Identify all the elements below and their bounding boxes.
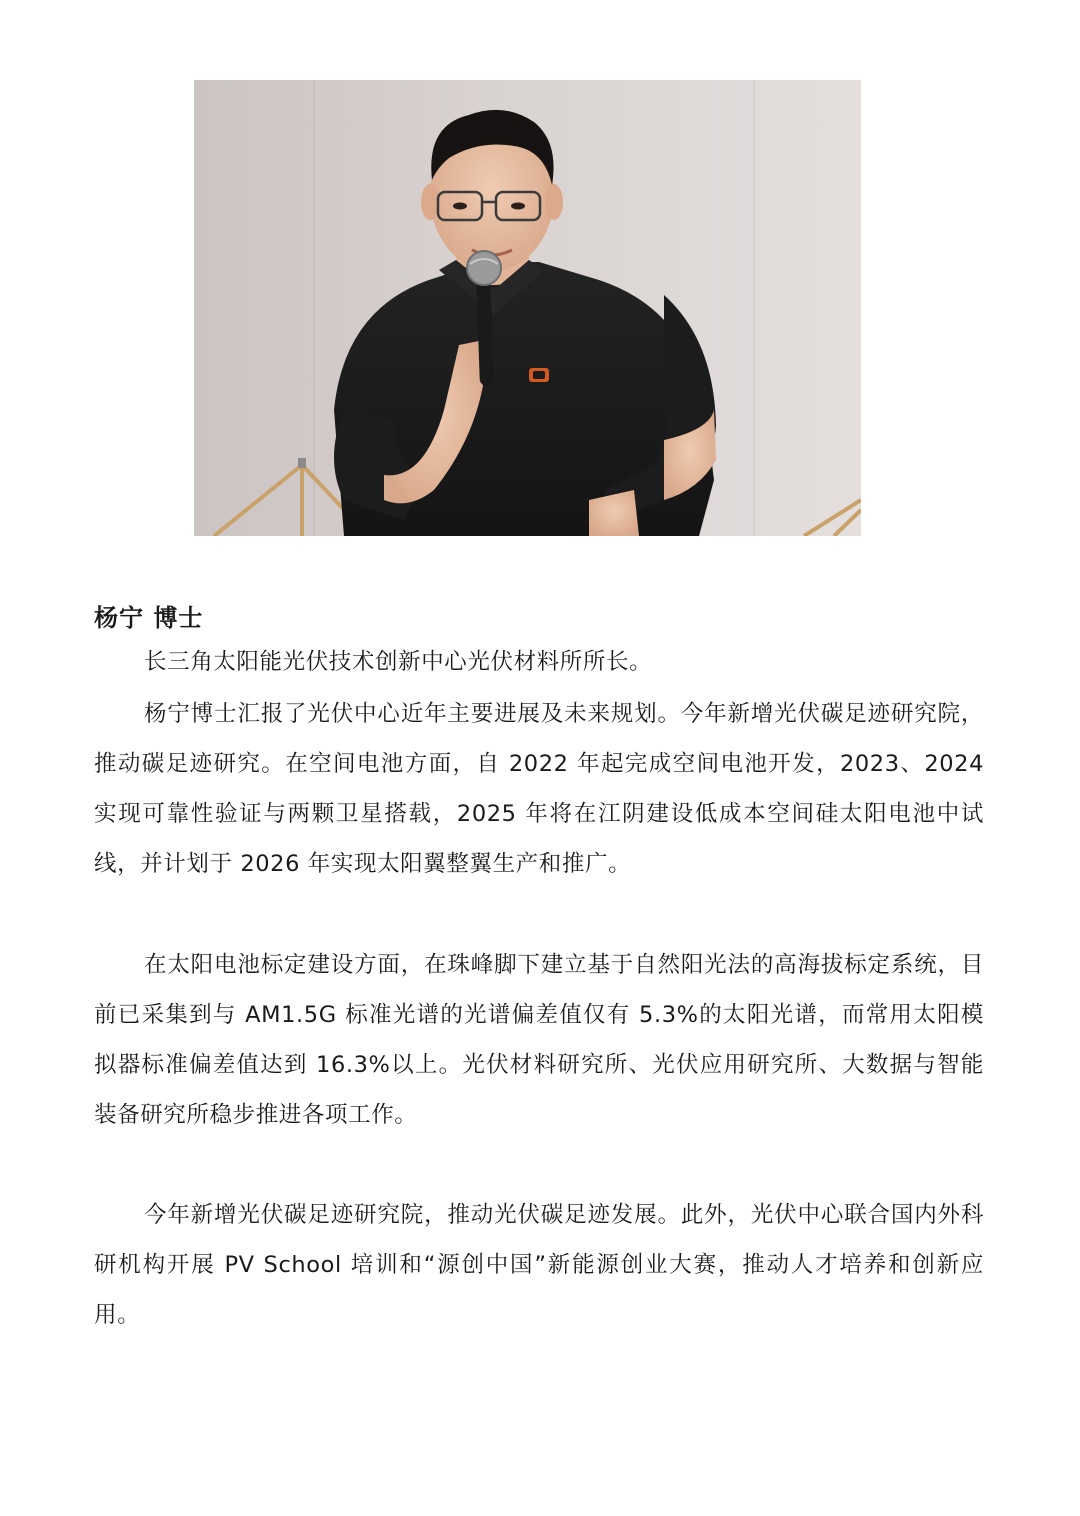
speaker-position-paragraph: 长三角太阳能光伏技术创新中心光伏材料所所长。 — [144, 649, 653, 675]
speaker-photo — [194, 80, 861, 536]
report-progress-paragraph: 杨宁博士汇报了光伏中心近年主要进展及未来规划。今年新增光伏碳足迹研究院，推动碳足迹研究。在空间电池方面，自 2022 年起完成空间电池开发，2023、2024 实现可靠性验证与两颗卫星搭载，2025 年将在江阴建设低成本空间硅太阳电池中试线，并计划于 2026 年实现太阳翼整翼生产和推广。 — [94, 701, 984, 877]
speaker-name-title: 杨宁 博士 — [94, 604, 204, 632]
calibration-paragraph: 在太阳电池标定建设方面，在珠峰脚下建立基于自然阳光法的高海拔标定系统，目前已采集到与 AM1.5G 标准光谱的光谱偏差值仅有 5.3%的太阳光谱，而常用太阳模拟器标准偏差值达到 16.3%以上。光伏材料研究所、光伏应用研究所、大数据与智能装备研究所稳步推进各项工作。 — [94, 952, 984, 1128]
speaker-photo-illustration — [194, 80, 861, 536]
carbon-footprint-paragraph: 今年新增光伏碳足迹研究院，推动光伏碳足迹发展。此外，光伏中心联合国内外科研机构开展 PV School 培训和“源创中国”新能源创业大赛，推动人才培养和创新应用。 — [94, 1202, 984, 1328]
